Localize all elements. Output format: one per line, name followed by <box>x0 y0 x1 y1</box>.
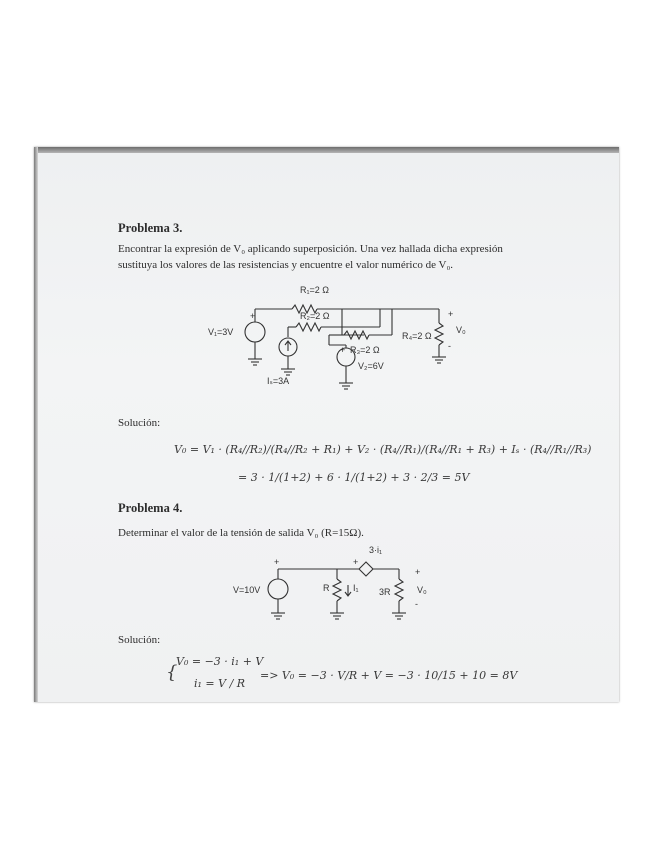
3r-label: 3R <box>379 587 391 597</box>
problem4-system-eq1: V₀ = −3 · i₁ + V <box>176 655 264 668</box>
problem4-circuit-diagram <box>229 543 439 633</box>
problem3-equation-line1: V₀ = V₁ · (R₄//R₂)/(R₄//R₂ + R₁) + V₂ · (R₄//R₁)/(R₄//R₁ + R₃) + Iₛ · (R₄//R₁//R₃) <box>174 443 592 456</box>
problem3-equation-line2: = 3 · 1/(1+2) + 6 · 1/(1+2) + 3 · 2/3 = 5V <box>238 471 470 484</box>
problem3-statement-line1: Encontrar la expresión de V₀ aplicando superposición. Una vez hallada dicha expresión <box>118 243 503 255</box>
problem4-result-equation: => V₀ = −3 · V/R + V = −3 · 10/15 + 10 = 8V <box>260 669 518 682</box>
dependent-source-label: 3·i₁ <box>369 545 383 555</box>
r4-label: R₄=2 Ω <box>402 331 432 341</box>
vo-minus-sign: - <box>415 599 418 609</box>
r3-label: R₃=2 Ω <box>350 345 380 355</box>
r2-label: R₂=2 Ω <box>300 311 330 321</box>
r-label: R <box>323 583 330 593</box>
problem4-solution-label: Solución: <box>118 634 161 646</box>
system-brace: { <box>166 662 178 683</box>
problem4-statement: Determinar el valor de la tensión de salida V₀ (R=15Ω). <box>118 527 364 539</box>
vo-label: V₀ <box>417 585 427 595</box>
v-plus-sign: + <box>274 557 280 567</box>
v1-label: V₁=3V <box>208 327 234 337</box>
is-label: Iₛ=3A <box>267 376 290 386</box>
problem4-system-eq2: i₁ = V / R <box>194 677 246 690</box>
problem3-title: Problema 3. <box>118 221 183 235</box>
i1-label: I₁ <box>353 583 359 593</box>
vo-plus-sign: + <box>448 309 454 319</box>
scanned-page-photo <box>34 147 619 702</box>
vo-label: V₀ <box>456 325 466 335</box>
dep-plus-sign: + <box>353 557 359 567</box>
problem4-title: Problema 4. <box>118 501 183 515</box>
v2-label: V₂=6V <box>358 361 384 371</box>
vo-plus-sign: + <box>415 567 421 577</box>
v2-plus-sign: + <box>340 345 346 355</box>
problem3-solution-label: Solución: <box>118 417 161 429</box>
vo-minus-sign: - <box>448 341 451 351</box>
problem3-statement-line2: sustituya los valores de las resistencias y encuentre el valor numérico de V₀. <box>118 259 454 271</box>
v-source-label: V=10V <box>233 585 261 595</box>
r1-label: R₁=2 Ω <box>300 285 330 295</box>
problem3-circuit-diagram <box>204 277 464 402</box>
v1-plus-sign: + <box>250 311 256 321</box>
